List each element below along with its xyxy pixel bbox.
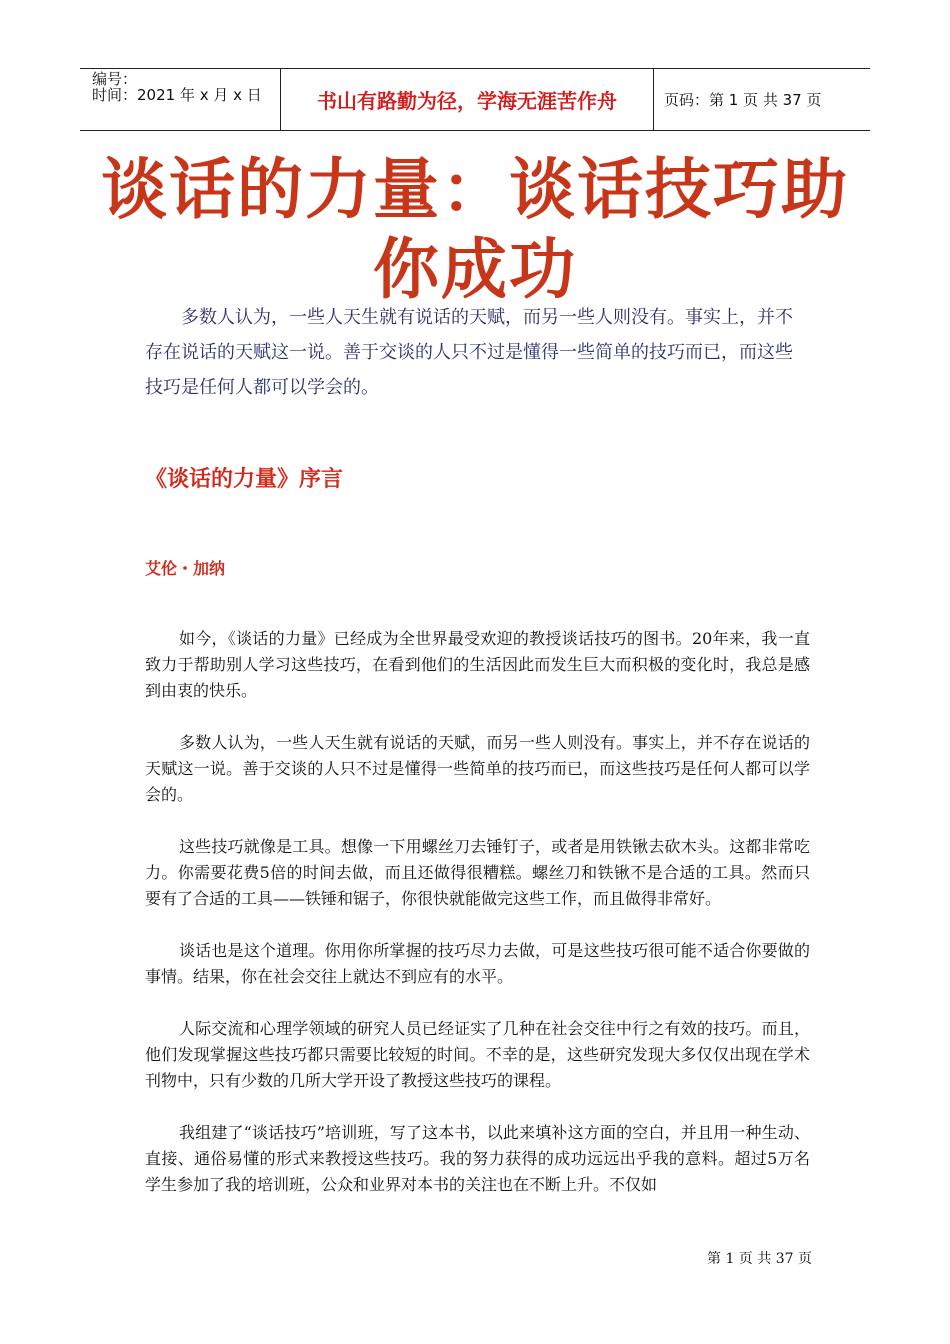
body-paragraph: 我组建了“谈话技巧”培训班，写了这本书，以此来填补这方面的空白，并且用一种生动、直接、通俗易懂的形式来教授这些技巧。我的努力获得的成功远远出乎我的意料。超过5万名学生参加了我的培训班，公众和业界对本书的关注也在不断上升。不仅如 bbox=[145, 1123, 810, 1194]
document-title: 谈话的力量：谈话技巧助你成功 bbox=[101, 151, 849, 308]
section-title: 《谈话的力量》序言 bbox=[145, 467, 344, 492]
header-table bbox=[80, 68, 870, 131]
body-paragraph: 多数人认为，一些人天生就有说话的天赋，而另一些人则没有。事实上，并不存在说话的天赋这一说。善于交谈的人只不过是懂得一些简单的技巧而已，而这些技巧是任何人都可以学会的。 bbox=[145, 733, 810, 804]
header-meta bbox=[80, 69, 281, 130]
body-paragraph: 这些技巧就像是工具。想像一下用螺丝刀去锤钉子，或者是用铁锹去砍木头。这都非常吃力。你需要花费5倍的时间去做，而且还做得很糟糕。螺丝刀和铁锹不是合适的工具。然而只要有了合适的工具——铁锤和锯子，你很快就能做完这些工作，而且做得非常好。 bbox=[145, 837, 810, 908]
header-motto: 书山有路勤为径，学海无涯苦作舟 bbox=[281, 69, 654, 130]
intro-paragraph: 多数人认为，一些人天生就有说话的天赋，而另一些人则没有。事实上，并不存在说话的天赋这一说。善于交谈的人只不过是懂得一些简单的技巧而已，而这些技巧是任何人都可以学会的。 bbox=[145, 307, 793, 398]
author-name: 艾伦・加纳 bbox=[145, 559, 226, 578]
body-paragraph: 谈话也是这个道理。你用你所掌握的技巧尽力去做，可是这些技巧很可能不适合你要做的事情。结果，你在社会交往上就达不到应有的水平。 bbox=[145, 941, 810, 986]
body-paragraph: 如今，《谈话的力量》已经成为全世界最受欢迎的教授谈话技巧的图书。20年来，我一直致力于帮助别人学习这些技巧，在看到他们的生活因此而发生巨大而积极的变化时，我总是感到由衷的快乐。 bbox=[145, 629, 810, 700]
time-label: 时间：2021 年 x 月 x 日 bbox=[92, 86, 262, 104]
header-page-code: 页码：第 1 页 共 37 页 bbox=[664, 91, 822, 109]
footer-page-number: 第 1 页 共 37 页 bbox=[707, 1251, 812, 1267]
number-label: 编号： bbox=[92, 70, 138, 88]
body-paragraph: 人际交流和心理学领域的研究人员已经证实了几种在社会交往中行之有效的技巧。而且，他们发现掌握这些技巧都只需要比较短的时间。不幸的是，这些研究发现大多仅仅出现在学术刊物中，只有少数的几所大学开设了教授这些技巧的课程。 bbox=[145, 1019, 810, 1090]
body-text bbox=[145, 626, 810, 1224]
